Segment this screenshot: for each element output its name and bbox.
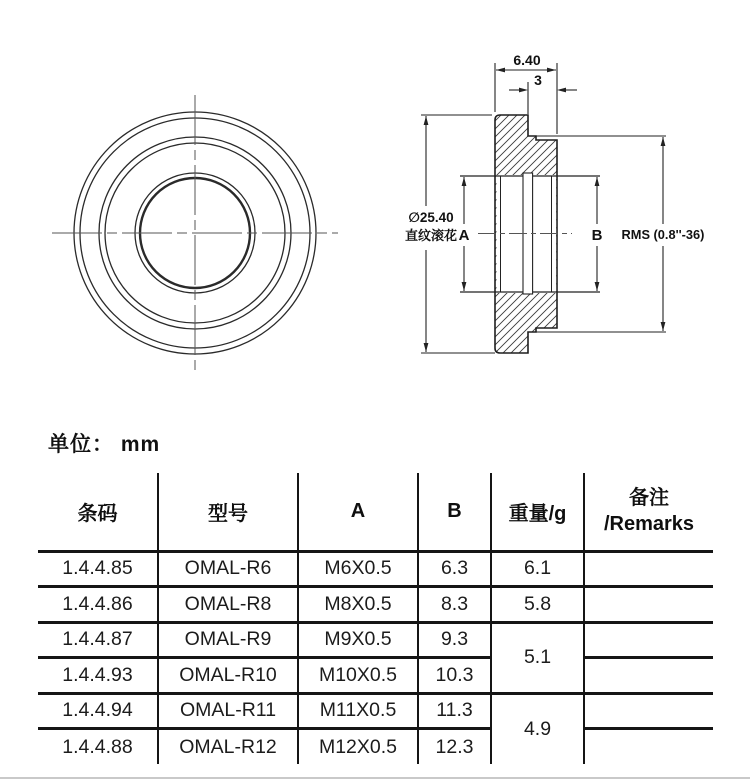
cell-a: M11X0.5 (298, 693, 418, 729)
cell-a: M6X0.5 (298, 551, 418, 587)
arrow (424, 343, 429, 352)
cell-a: M8X0.5 (298, 587, 418, 623)
table-row (38, 729, 713, 765)
arrow (496, 68, 505, 73)
cell-a: M10X0.5 (298, 658, 418, 694)
dim-b-label: B (591, 227, 603, 244)
cell-b: 12.3 (418, 729, 491, 765)
arrow (661, 322, 666, 331)
cell-barcode: 1.4.4.85 (38, 551, 158, 587)
thread-spec-label: RMS (0.8''-36) (621, 227, 705, 242)
cell-remarks (584, 658, 713, 694)
cell-barcode: 1.4.4.86 (38, 587, 158, 623)
front-view (52, 95, 338, 372)
arrow (595, 177, 600, 186)
table-row (38, 693, 713, 729)
cell-model: OMAL-R10 (158, 658, 298, 694)
cell-b: 10.3 (418, 658, 491, 694)
spec-table-wrap (38, 473, 713, 764)
arrow (462, 282, 467, 291)
cell-barcode: 1.4.4.88 (38, 729, 158, 765)
overall-length-label: 6.40 (513, 52, 541, 68)
cell-remarks (584, 622, 713, 658)
cell-remarks (584, 729, 713, 765)
dim-a-label: A (458, 227, 470, 244)
col-header-remarks (584, 473, 713, 551)
cell-weight: 6.1 (491, 551, 584, 587)
cell-remarks (584, 587, 713, 623)
cell-a: M12X0.5 (298, 729, 418, 765)
cell-weight: 5.8 (491, 587, 584, 623)
cell-model: OMAL-R11 (158, 693, 298, 729)
cell-remarks (584, 551, 713, 587)
cell-b: 6.3 (418, 551, 491, 587)
cell-b: 8.3 (418, 587, 491, 623)
arrow (595, 282, 600, 291)
cell-b: 9.3 (418, 622, 491, 658)
arrow (424, 116, 429, 125)
table-row (38, 622, 713, 658)
cell-weight-merged: 4.9 (491, 693, 584, 764)
remarks-header-line2: /Remarks (603, 513, 695, 536)
cell-remarks (584, 693, 713, 729)
cell-barcode: 1.4.4.93 (38, 658, 158, 694)
col-header-barcode: 条码 (38, 473, 158, 551)
col-header-a: A (298, 473, 418, 551)
spec-table (38, 473, 713, 764)
cell-weight-merged: 5.1 (491, 622, 584, 693)
arrow (661, 137, 666, 146)
table-row (38, 587, 713, 623)
cell-model: OMAL-R12 (158, 729, 298, 765)
knurl-note-label: 直纹滚花 (404, 228, 458, 243)
arrow (547, 68, 556, 73)
arrow (519, 88, 528, 93)
cell-a: M9X0.5 (298, 622, 418, 658)
flange-diameter-label: ∅25.40 (408, 210, 454, 225)
cell-model: OMAL-R6 (158, 551, 298, 587)
arrow (462, 177, 467, 186)
table-row (38, 551, 713, 587)
thread-length-label: 3 (534, 72, 542, 88)
col-header-weight: 重量/g (491, 473, 584, 551)
cell-model: OMAL-R8 (158, 587, 298, 623)
col-header-model: 型号 (158, 473, 298, 551)
header-row (38, 473, 713, 551)
unit-label: 单位： mm (48, 433, 161, 456)
remarks-header-line1: 备注 (629, 487, 669, 510)
cell-model: OMAL-R9 (158, 622, 298, 658)
arrow (557, 88, 566, 93)
table-row (38, 658, 713, 694)
cell-b: 11.3 (418, 693, 491, 729)
cell-barcode: 1.4.4.94 (38, 693, 158, 729)
col-header-b: B (418, 473, 491, 551)
cell-barcode: 1.4.4.87 (38, 622, 158, 658)
image-bottom-edge (0, 777, 750, 779)
